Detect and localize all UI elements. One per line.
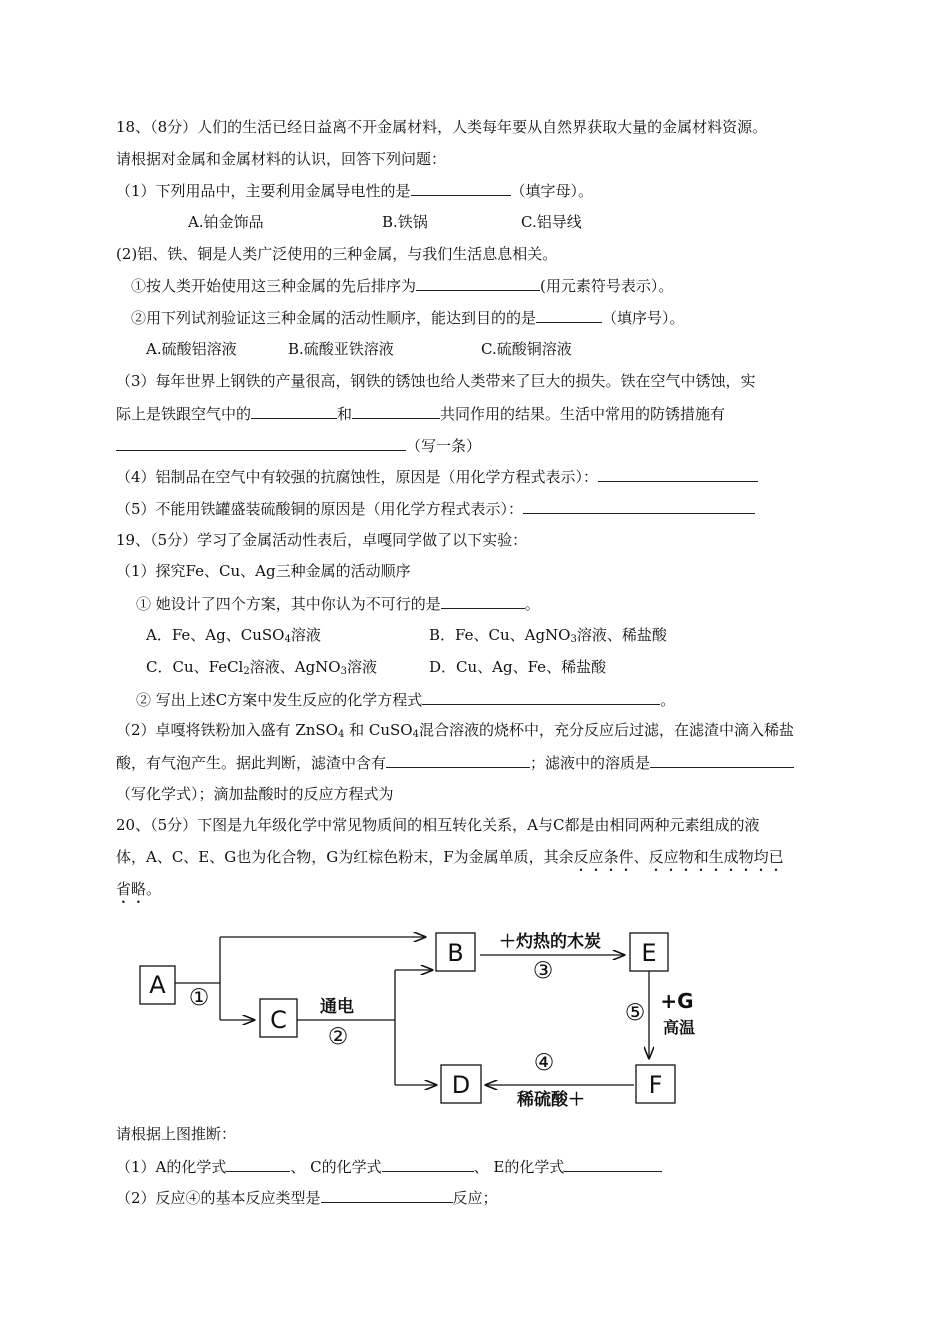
- option-b: [429, 625, 667, 645]
- q20-emphasized-text: 反应条件、反应物和生成物均已: [573, 848, 784, 866]
- answer-blank[interactable]: [251, 403, 337, 419]
- q19-part1b: [136, 689, 675, 710]
- conversion-diagram: [130, 925, 696, 1120]
- reaction5-number: ⑤: [624, 1000, 646, 1026]
- q20-part1-text-b: 、 C的化学式: [290, 1158, 382, 1176]
- q18-part3-text-c: 共同作用的结果。生活中常用的防锈措施有: [440, 405, 726, 423]
- q19-part1b-text: ② 写出上述C方案中发生反应的化学方程式: [136, 691, 423, 709]
- reaction4-number: ④: [533, 1050, 555, 1076]
- q19-part2-line3: （写化学式）；滴加盐酸时的反应方程式为: [116, 785, 394, 803]
- answer-blank[interactable]: [523, 498, 755, 514]
- option-d: D．Cu、Ag、Fe、稀盐酸: [429, 658, 607, 676]
- q18-part3-tail: （写一条）: [406, 437, 482, 455]
- answer-blank[interactable]: [416, 275, 540, 291]
- option-c-sub1: 2: [243, 666, 250, 677]
- q18-part3-text-a: 际上是铁跟空气中的: [116, 405, 252, 423]
- q20-line2: [116, 847, 784, 875]
- option-a-tail: 溶液: [290, 626, 321, 644]
- q18-part3-line3: [116, 435, 481, 456]
- q19-part2-text-e: ；滤液中的溶质是: [530, 754, 651, 772]
- q18-part2b-text: ②用下列试剂验证这三种金属的活动性顺序，能达到目的的是: [131, 309, 537, 327]
- q19-part2-line1: [116, 720, 794, 740]
- reaction2-number: ②: [327, 1024, 349, 1050]
- option-b-text: B．Fe、Cu、AgNO: [429, 626, 571, 644]
- q18-part1-text: （1）下列用品中，主要利用金属导电性的是: [116, 182, 411, 200]
- q20-line2-text: 体，A、C、E、G也为化合物，G为红棕色粉末，F为金属单质，其余: [116, 848, 574, 866]
- option-c-text-b: 溶液、AgNO: [249, 658, 341, 676]
- q20-part2-text-a: （2）反应④的基本反应类型是: [116, 1189, 321, 1207]
- q20-line3-tail: 。: [146, 880, 162, 898]
- option-a: A.铂金饰品: [188, 213, 264, 231]
- subscript: 4: [412, 729, 419, 740]
- option-b-sub: 3: [570, 634, 577, 645]
- q20-line3: [116, 879, 161, 907]
- answer-blank[interactable]: [321, 1187, 453, 1203]
- node-b: B: [447, 939, 464, 967]
- option-b-tail: 溶液、稀盐酸: [576, 626, 667, 644]
- answer-blank[interactable]: [411, 180, 511, 196]
- q18-part5-text: （5）不能用铁罐盛装硫酸铜的原因是（用化学方程式表示）：: [116, 500, 524, 518]
- reaction3-label: ＋灼热的木炭: [499, 932, 601, 952]
- q20-part1: [116, 1156, 662, 1177]
- q19-part1a-tail: 。: [524, 595, 540, 613]
- reaction5-condition: 高温: [662, 1018, 696, 1037]
- reaction2-label: 通电: [320, 997, 354, 1017]
- q20-emphasized-text: 省略: [116, 880, 147, 898]
- answer-blank[interactable]: [650, 752, 794, 768]
- q19-line1: 19、（5分）学习了金属活动性表后，卓嘎同学做了以下实验：: [116, 531, 528, 549]
- reaction1-number: ①: [188, 985, 210, 1011]
- node-d: D: [451, 1071, 471, 1099]
- q20-part2-text-b: 反应；: [452, 1189, 498, 1207]
- q19-part2-line2: [116, 752, 794, 773]
- option-c: [146, 657, 377, 677]
- reaction4-label: 稀硫酸＋: [517, 1090, 585, 1110]
- option-c-text: C．Cu、FeCl: [146, 658, 244, 676]
- q18-part2b: [131, 307, 685, 328]
- answer-blank[interactable]: [116, 435, 406, 451]
- node-e: E: [641, 939, 657, 967]
- answer-blank[interactable]: [226, 1156, 290, 1172]
- answer-blank[interactable]: [386, 752, 530, 768]
- q18-line1: 18、（8分）人们的生活已经日益离不开金属材料，人类每年要从自然界获取大量的金属材料资源。: [116, 118, 768, 136]
- q19-part2-text-d: 酸，有气泡产生。据此判断，滤渣中含有: [116, 754, 387, 772]
- q18-part2: (2)铝、铁、铜是人类广泛使用的三种金属，与我们生活息息相关。: [116, 245, 558, 263]
- q20-part1-text-a: （1）A的化学式: [116, 1158, 227, 1176]
- q18-part1-tail: （填字母）。: [510, 182, 594, 200]
- answer-blank[interactable]: [352, 403, 440, 419]
- option-a-sub: 4: [284, 634, 291, 645]
- q19-part1: （1）探究Fe、Cu、Ag三种金属的活动顺序: [116, 562, 411, 580]
- q19-part2-text-c: 混合溶液的烧杯中，充分反应后过滤，在滤渣中滴入稀盐: [418, 721, 794, 739]
- q20-part1-text-c: 、 E的化学式: [473, 1158, 565, 1176]
- option-b: B.硫酸亚铁溶液: [288, 340, 394, 358]
- q18-part2a: [131, 275, 673, 296]
- answer-blank[interactable]: [536, 307, 602, 323]
- option-c: C.铝导线: [521, 213, 582, 231]
- q19-part1a-text: ① 她设计了四个方案，其中你认为不可行的是: [136, 595, 441, 613]
- node-f: F: [648, 1071, 663, 1099]
- q18-part2b-tail: （填序号）。: [602, 309, 685, 327]
- option-c: C.硫酸铜溶液: [481, 340, 572, 358]
- q18-part2a-tail: (用元素符号表示）。: [540, 277, 674, 295]
- option-a-text: A．Fe、Ag、CuSO: [146, 626, 285, 644]
- q18-part2a-text: ①按人类开始使用这三种金属的先后排序为: [131, 277, 417, 295]
- option-a: A.硫酸铝溶液: [146, 340, 237, 358]
- q18-part3-text-b: 和: [337, 405, 353, 423]
- q19-part2-text-a: （2）卓嘎将铁粉加入盛有 ZnSO: [116, 721, 338, 739]
- node-c: C: [270, 1006, 287, 1034]
- q18-part3-line1: （3）每年世界上钢铁的产量很高，钢铁的锈蚀也给人类带来了巨大的损失。铁在空气中锈蚀，实: [116, 372, 756, 390]
- answer-blank[interactable]: [441, 593, 525, 609]
- q18-part4: [116, 466, 758, 487]
- q19-part1b-tail: 。: [660, 691, 676, 709]
- q20-prompt: 请根据上图推断：: [116, 1125, 237, 1143]
- q18-part4-text: （4）铝制品在空气中有较强的抗腐蚀性，原因是（用化学方程式表示）：: [116, 468, 599, 486]
- option-b: B.铁锅: [382, 213, 428, 231]
- q19-part1a: [136, 593, 540, 614]
- answer-blank[interactable]: [598, 466, 758, 482]
- answer-blank[interactable]: [564, 1156, 662, 1172]
- q19-part2-text-b: 和 CuSO: [344, 721, 413, 739]
- answer-blank[interactable]: [382, 1156, 474, 1172]
- q20-part2: [116, 1187, 498, 1208]
- subscript: 4: [337, 729, 345, 740]
- q18-part5: [116, 498, 755, 519]
- q18-part1: [116, 180, 593, 201]
- reaction5-reagent: +G: [660, 989, 694, 1013]
- reaction3-number: ③: [532, 958, 554, 984]
- node-a: A: [149, 971, 166, 999]
- option-c-tail: 溶液: [346, 658, 377, 676]
- q20-line1: 20、（5分）下图是九年级化学中常见物质间的相互转化关系，A与C都是由相同两种元素组成的液: [116, 816, 760, 834]
- q18-line2: 请根据对金属和金属材料的认识，回答下列问题：: [116, 150, 447, 168]
- answer-blank[interactable]: [422, 689, 660, 705]
- option-c-sub2: 3: [340, 666, 347, 677]
- q18-part3-line2: [116, 403, 725, 424]
- option-a: [146, 625, 321, 645]
